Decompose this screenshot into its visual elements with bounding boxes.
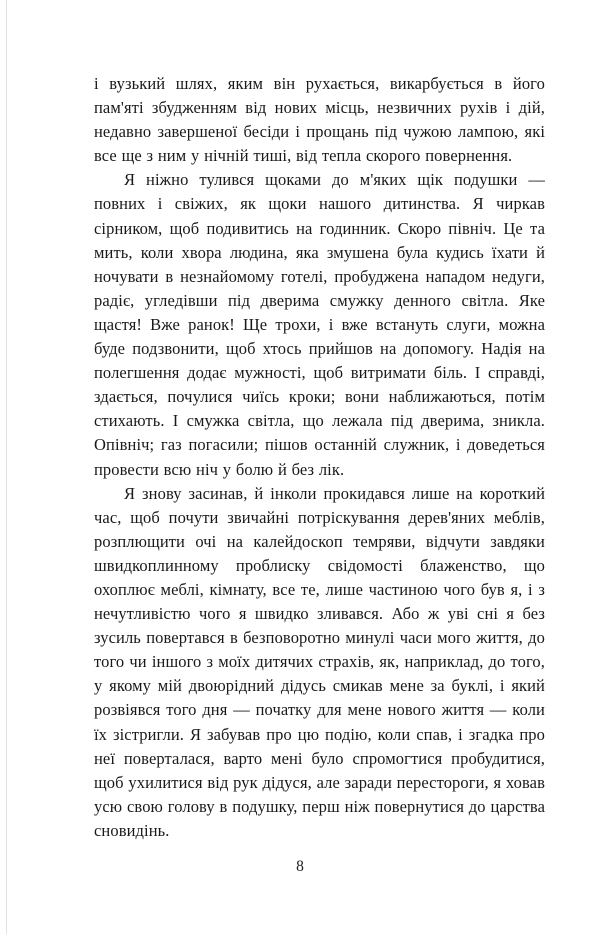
- paragraph-continuation: і вузький шлях, яким він рухається, викарбується в його пам'яті збудженням від нових місць, незвичних рухів і дій, недавно завершеної бесіди і прощань під чужою лампою, які все ще з ним у нічній тиші, від тепла скорого повернення.: [94, 74, 545, 166]
- page-number: 8: [296, 858, 304, 875]
- paragraph: Я знову засинав, й інколи прокидався лише на короткий час, щоб почути звичайні потріскування дерев'яних меблів, розплющити очі на калейдоскоп темряви, відчути завдяки швидкоплинному проблиску свідомості блаженство, що охоплює меблі, кімнату, все те, лише частиною чого був я, і з нечутливістю чого я швидко зливався. Або ж уві сні я без зусиль повертався в безповоротно минулі часи мого життя, до того чи іншого з моїх дитячих страхів, як, наприклад, до того, у якому мій двоюрідний дідусь смикав мене за буклі, і який розвіявся того дня — початку для мене нового життя — коли їх зістригли. Я забував про цю подію, коли спав, і згадка про неї поверталася, варто мені було спромогтися пробудитися, щоб ухилитися від рук дідуся, але заради перестороги, я ховав усю свою голову в подушку, перш ніж повернутися до царства сновидінь.: [94, 483, 545, 840]
- page-edge-shadow: [6, 0, 7, 934]
- paragraph: Я ніжно тулився щоками до м'яких щік подушки — повних і свіжих, як щоки нашого дитинства. Я чиркав сірником, щоб подивитись на годинник. Скоро північ. Це та мить, коли хвора людина, яка змушена була кудись їхати й ночувати в незнайомому готелі, пробуджена нападом недуги, радіє, угледівши під дверима смужку денного світла. Яке щастя! Вже ранок! Ще трохи, і вже встануть слуги, можна буде подзвонити, щоб хтось прийшов на допомогу. Надія на полегшення додає мужності, щоб витримати біль. І справді, здається, почулися чиїсь кроки; вони наближаються, потім стихають. І смужка світла, що лежала під дверима, зникла. Опівніч; газ погасили; пішов останній служник, і доведеться провести всю ніч у болю й без лік.: [94, 170, 545, 479]
- page-text: [94, 72, 545, 843]
